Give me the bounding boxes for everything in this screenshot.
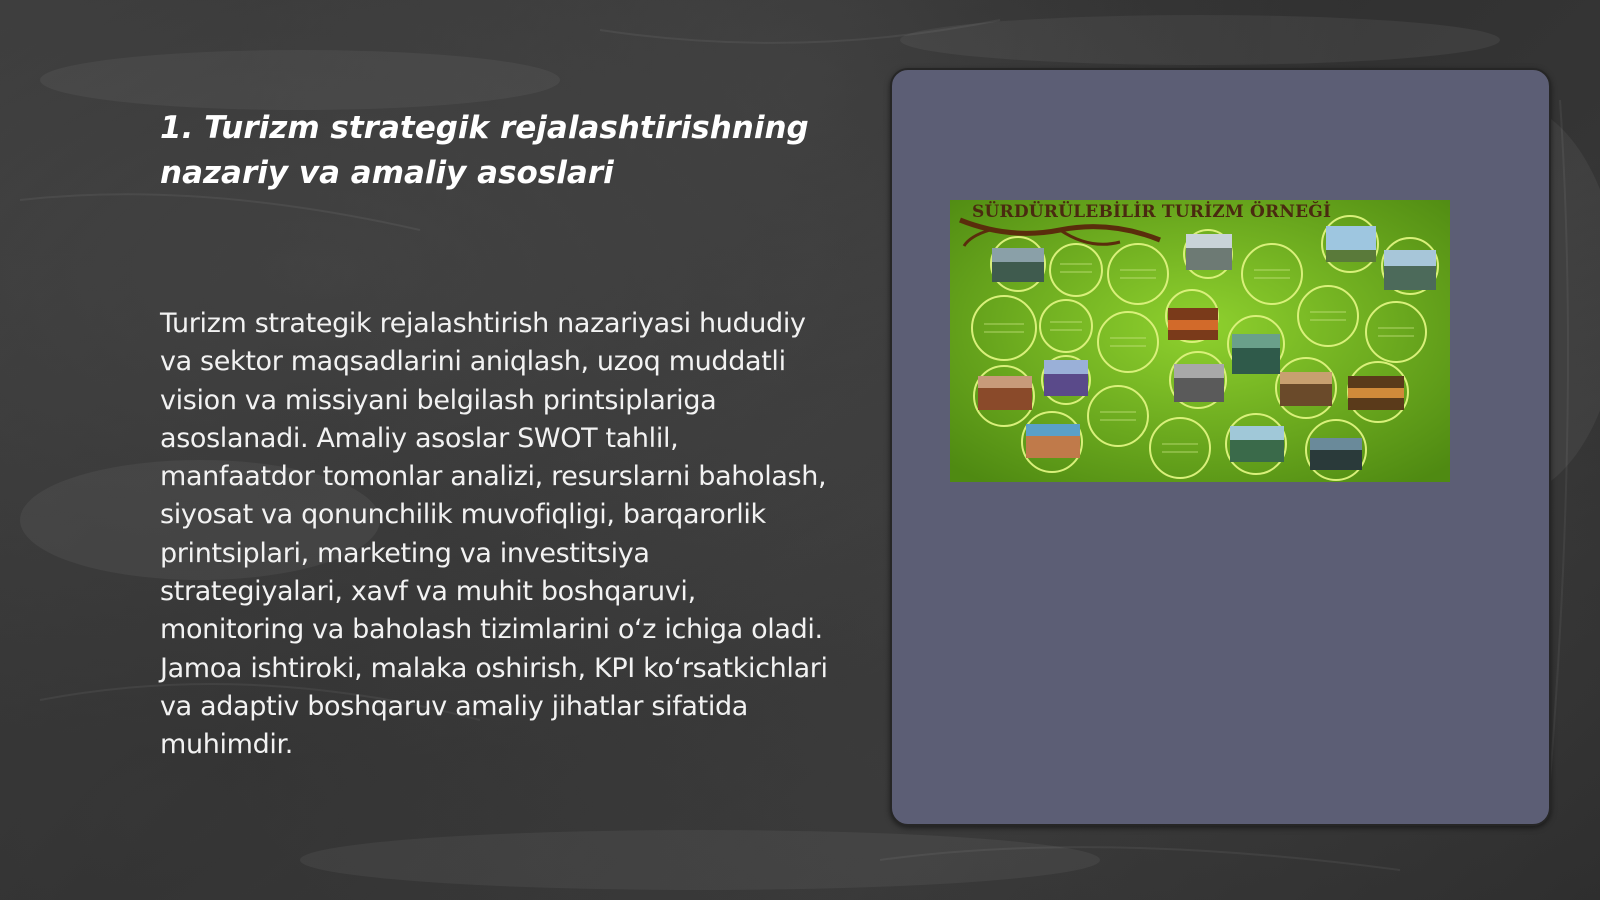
image-heading: SÜRDÜRÜLEBİLİR TURİZM ÖRNEĞİ bbox=[972, 202, 1332, 222]
sustainable-tourism-image bbox=[950, 200, 1450, 482]
slide-title: 1. Turizm strategik rejalashtirishning nazariy va amaliy asoslari bbox=[160, 110, 809, 191]
tourism-collage-graphic bbox=[950, 200, 1450, 482]
slide-body-text: Turizm strategik rejalashtirish nazariyasi hududiy va sektor maqsadlarini aniqlash, uzoq muddatli vision va missiyani belgilash printsiplariga asoslanadi. Amaliy asoslar SWOT tahlil, manfaatdor tomonlar analizi, resurslarni baholash, siyosat va qonunchilik muvofiqligi, barqarorlik printsiplari, marketing va investitsiya strategiyalari, xavf va muhit boshqaruvi, monitoring va baholash tizimlarini o‘z ichiga oladi. Jamoa ishtiroki, malaka oshirish, KPI ko‘rsatkichlari va adaptiv boshqaruv amaliy jihatlar sifatida muhimdir. bbox=[160, 308, 828, 761]
